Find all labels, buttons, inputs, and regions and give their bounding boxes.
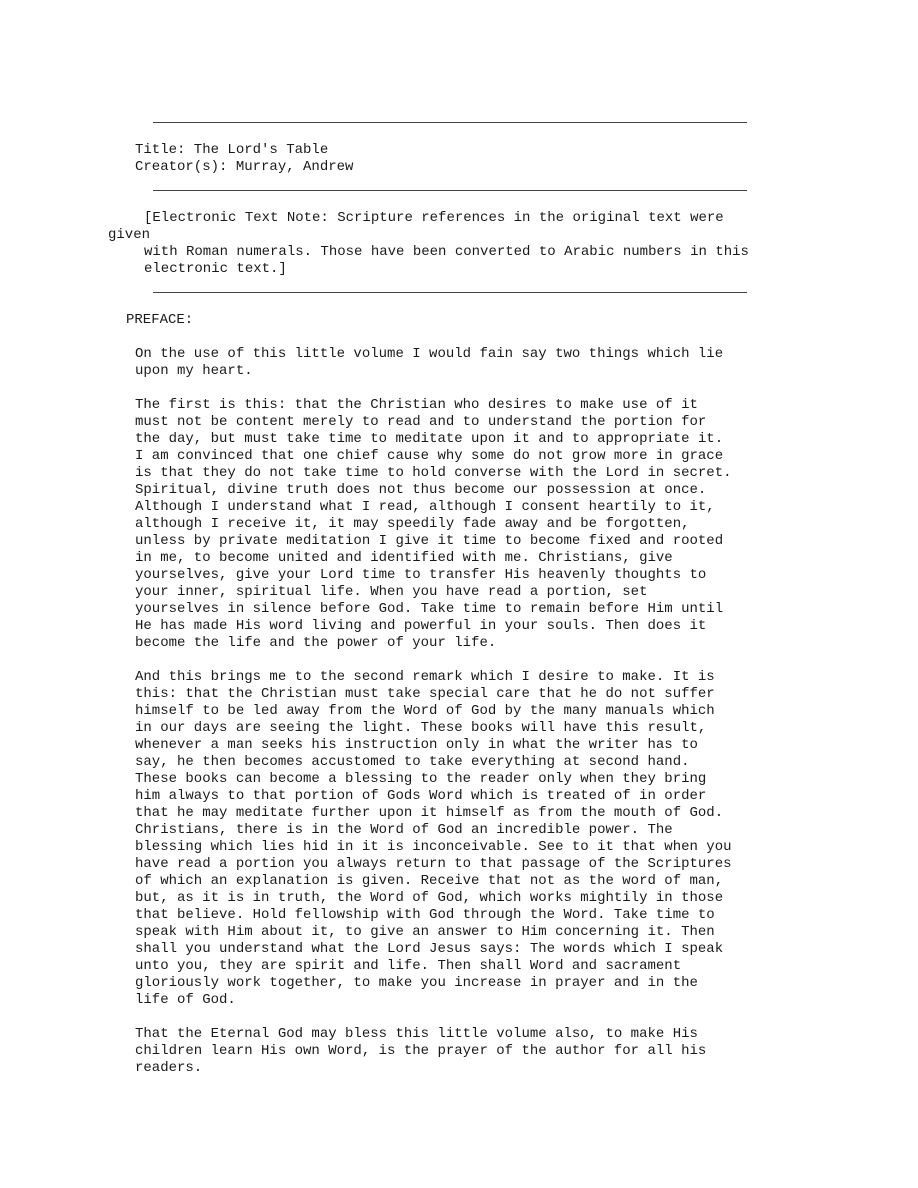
horizontal-rule-middle [153,190,747,191]
paragraph-line: Although I understand what I read, although I consent heartily to it, [135,499,715,515]
paragraph-line: that he may meditate further upon it himself as from the mouth of God. [135,805,724,821]
paragraph-line: this: that the Christian must take special care that he do not suffer [135,686,715,702]
preface-paragraph-1 [135,346,723,380]
paragraph-line: readers. [135,1060,203,1076]
preface-heading: PREFACE: [126,312,194,328]
creator-line: Creator(s): Murray, Andrew [135,159,354,175]
paragraph-line: On the use of this little volume I would fain say two things which lie [135,346,724,362]
paragraph-line: Christians, there is in the Word of God an incredible power. The [135,822,673,838]
paragraph-line: speak with Him about it, to give an answer to Him concerning it. Then [135,924,715,940]
preface-paragraph-3 [135,669,732,1009]
paragraph-line: become the life and the power of your life. [135,635,497,651]
paragraph-line: children learn His own Word, is the prayer of the author for all his [135,1043,707,1059]
paragraph-line: him always to that portion of Gods Word which is treated of in order [135,788,707,804]
note-line-1: [Electronic Text Note: Scripture references in the original text were [144,210,724,226]
note-line-4: electronic text.] [144,261,287,277]
paragraph-line: have read a portion you always return to that passage of the Scriptures [135,856,732,872]
paragraph-line: I am convinced that one chief cause why some do not grow more in grace [135,448,724,464]
horizontal-rule-bottom [153,292,747,293]
paragraph-line: of which an explanation is given. Receive that not as the word of man, [135,873,724,889]
note-line-2: given [108,227,151,243]
paragraph-line: upon my heart. [135,363,253,379]
paragraph-line: The first is this: that the Christian who desires to make use of it [135,397,698,413]
paragraph-line: gloriously work together, to make you increase in prayer and in the [135,975,698,991]
paragraph-line: blessing which lies hid in it is inconceivable. See to it that when you [135,839,732,855]
paragraph-line: in me, to become united and identified with me. Christians, give [135,550,673,566]
paragraph-line: your inner, spiritual life. When you have read a portion, set [135,584,648,600]
paragraph-line: but, as it is in truth, the Word of God, which works mightily in those [135,890,724,906]
paragraph-line: in our days are seeing the light. These books will have this result, [135,720,707,736]
paragraph-line: That the Eternal God may bless this little volume also, to make His [135,1026,698,1042]
paragraph-line: himself to be led away from the Word of God by the many manuals which [135,703,715,719]
paragraph-line: although I receive it, it may speedily fade away and be forgotten, [135,516,690,532]
preface-paragraph-4 [135,1026,706,1077]
paragraph-line: Spiritual, divine truth does not thus become our possession at once. [135,482,707,498]
paragraph-line: unto you, they are spirit and life. Then shall Word and sacrament [135,958,682,974]
paragraph-line: that believe. Hold fellowship with God through the Word. Take time to [135,907,715,923]
paragraph-line: yourselves, give your Lord time to transfer His heavenly thoughts to [135,567,707,583]
paragraph-line: unless by private meditation I give it time to become fixed and rooted [135,533,724,549]
paragraph-line: say, he then becomes accustomed to take everything at second hand. [135,754,690,770]
paragraph-line: These books can become a blessing to the reader only when they bring [135,771,707,787]
paragraph-line: life of God. [135,992,236,1008]
preface-paragraph-2 [135,397,732,652]
paragraph-line: shall you understand what the Lord Jesus says: The words which I speak [135,941,724,957]
paragraph-line: the day, but must take time to meditate upon it and to appropriate it. [135,431,724,447]
paragraph-line: is that they do not take time to hold converse with the Lord in secret. [135,465,732,481]
paragraph-line: whenever a man seeks his instruction only in what the writer has to [135,737,698,753]
paragraph-line: He has made His word living and powerful in your souls. Then does it [135,618,707,634]
title-line: Title: The Lord's Table [135,142,329,158]
note-line-3: with Roman numerals. Those have been converted to Arabic numbers in this [144,244,749,260]
paragraph-line: must not be content merely to read and to understand the portion for [135,414,707,430]
horizontal-rule-top [153,122,747,123]
paragraph-line: yourselves in silence before God. Take time to remain before Him until [135,601,724,617]
paragraph-line: And this brings me to the second remark which I desire to make. It is [135,669,715,685]
